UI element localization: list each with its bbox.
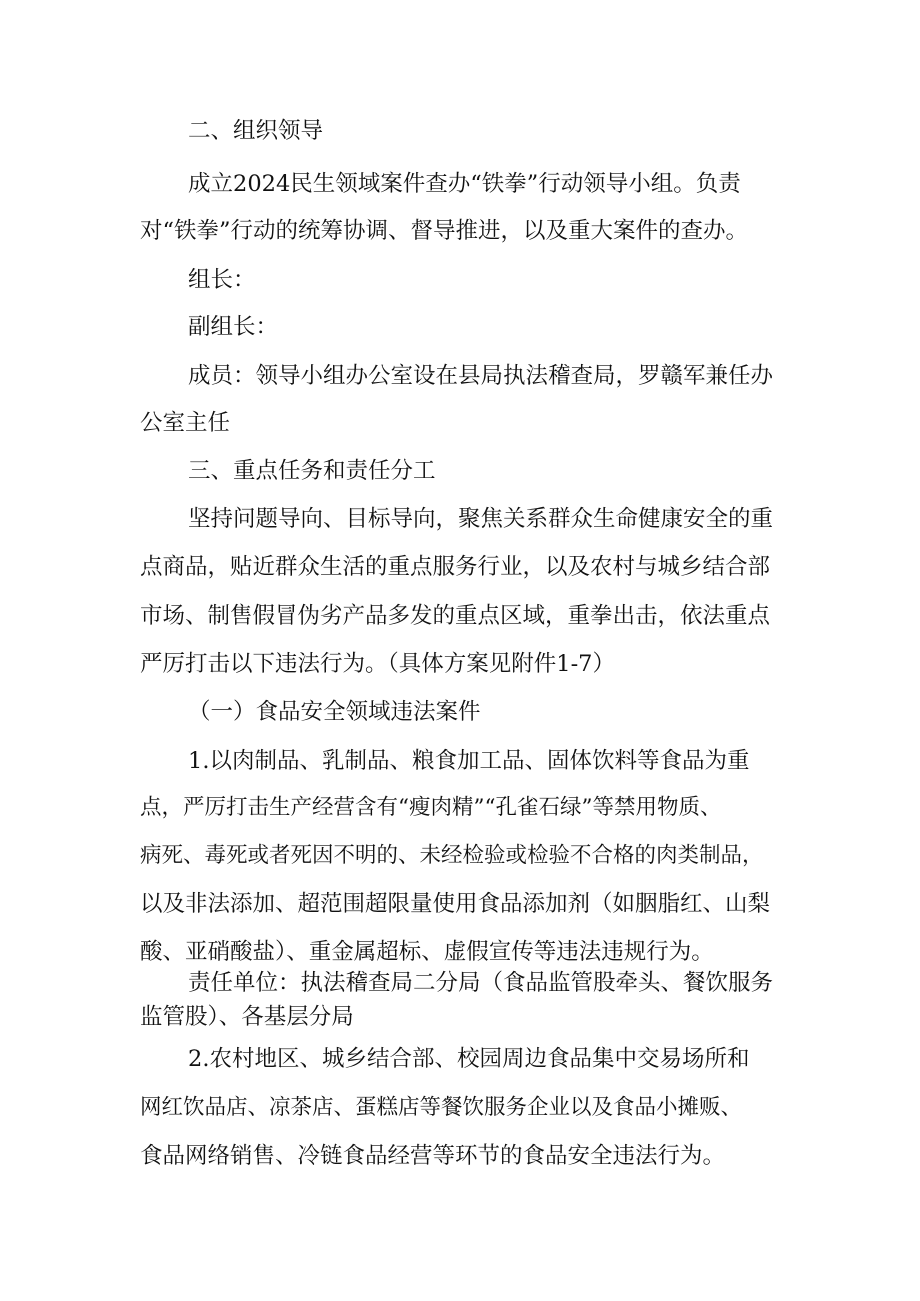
paragraph-line: 公室主任 [140, 410, 231, 436]
paragraph-line: 网红饮品店、凉茶店、蛋糕店等餐饮服务企业以及食品小摊贩、 [140, 1095, 743, 1120]
numbered-item-2: 2.农村地区、城乡结合部、校园周边食品集中交易场所和 [188, 1046, 750, 1072]
paragraph-line: 监管股）、各基层分局 [140, 1004, 354, 1030]
members-line: 成员：领导小组办公室设在县局执法稽查局，罗赣军兼任办 [188, 363, 774, 389]
deputy-group-leader-label: 副组长： [188, 314, 279, 340]
paragraph-line: 点商品，贴近群众生活的重点服务行业，以及农村与城乡结合部 [140, 554, 771, 580]
numbered-item-1: 1.以肉制品、乳制品、粮食加工品、固体饮料等食品为重 [188, 748, 750, 774]
paragraph-line: 市场、制售假冒伪劣产品多发的重点区域，重拳出击，依法重点 [140, 603, 771, 629]
paragraph-line: 对“铁拳”行动的统筹协调、督导推进，以及重大案件的查办。 [140, 218, 749, 244]
paragraph-line: 病死、毒死或者死因不明的、未经检验或检验不合格的肉类制品， [140, 843, 764, 868]
heading-organization-leadership: 二、组织领导 [188, 118, 324, 144]
group-leader-label: 组长： [188, 267, 256, 293]
paragraph-line: 严厉打击以下违法行为。（具体方案见附件1-7） [140, 651, 615, 677]
paragraph-line: 成立2024民生领域案件查办“铁拳”行动领导小组。负责 [188, 171, 741, 197]
paragraph-line: 酸、亚硝酸盐）、重金属超标、虚假宣传等违法违规行为。 [140, 939, 714, 965]
paragraph-line: 坚持问题导向、目标导向，聚焦关系群众生命健康安全的重 [188, 506, 774, 532]
paragraph-line: 点，严厉打击生产经营含有“瘦肉精”“孔雀石绿”等禁用物质、 [140, 795, 722, 820]
subheading-food-safety: （一）食品安全领域违法案件 [188, 699, 481, 725]
paragraph-line: 食品网络销售、冷链食品经营等环节的食品安全违法行为。 [140, 1143, 726, 1169]
heading-key-tasks: 三、重点任务和责任分工 [188, 458, 436, 484]
responsible-unit-line: 责任单位：执法稽查局二分局（食品监管股牵头、餐饮服务 [188, 970, 774, 996]
paragraph-line: 以及非法添加、超范围超限量使用食品添加剂（如胭脂红、山梨 [140, 891, 771, 917]
